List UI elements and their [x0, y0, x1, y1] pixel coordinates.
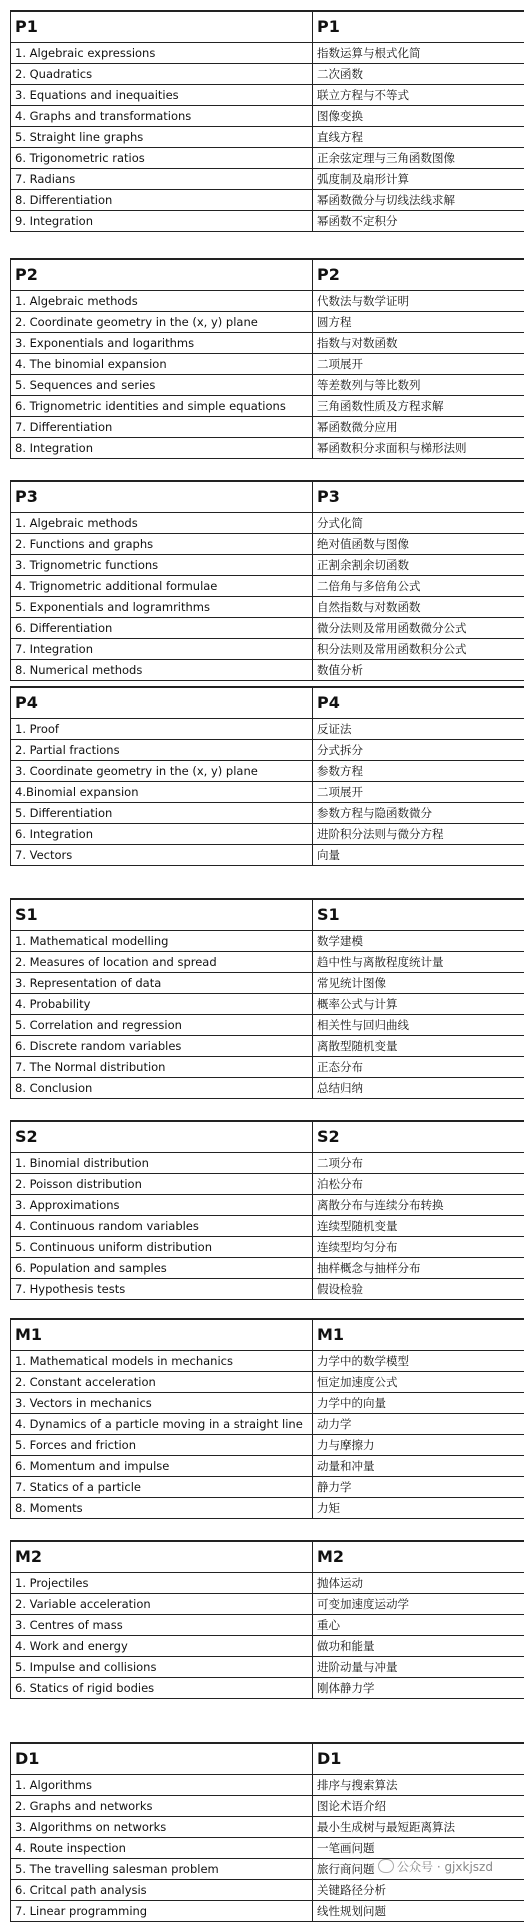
topic-chinese: 正余弦定理与三角函数图像	[313, 148, 524, 169]
topic-chinese: 圆方程	[313, 312, 524, 333]
topic-chinese: 进阶积分法则与微分方程	[313, 824, 524, 845]
topic-english: 7. The Normal distribution	[11, 1057, 313, 1078]
module-header-row	[11, 899, 524, 931]
module-code: M2	[11, 1541, 313, 1573]
topic-english: 6. Momentum and impulse	[11, 1456, 313, 1477]
table-row	[11, 952, 524, 973]
topic-chinese: 做功和能量	[313, 1636, 524, 1657]
module-m2	[10, 1540, 524, 1699]
module-header-row	[11, 481, 524, 513]
table-row	[11, 555, 524, 576]
topic-english: 2. Measures of location and spread	[11, 952, 313, 973]
topic-english: 2. Quadratics	[11, 64, 313, 85]
topic-english: 6. Discrete random variables	[11, 1036, 313, 1057]
topic-chinese: 排序与搜索算法	[313, 1775, 524, 1796]
topic-english: 8. Moments	[11, 1498, 313, 1519]
topic-chinese: 三角函数性质及方程求解	[313, 396, 524, 417]
topic-chinese: 直线方程	[313, 127, 524, 148]
topic-chinese: 力学中的数学模型	[313, 1351, 524, 1372]
table-row	[11, 1279, 524, 1300]
table-row	[11, 639, 524, 660]
topic-english: 5. Continuous uniform distribution	[11, 1237, 313, 1258]
topic-chinese: 连续型均匀分布	[313, 1237, 524, 1258]
topic-english: 8. Numerical methods	[11, 660, 313, 681]
module-s1	[10, 898, 524, 1099]
table-row	[11, 64, 524, 85]
table-row	[11, 1435, 524, 1456]
topic-chinese: 一笔画问题	[313, 1838, 524, 1859]
topic-english: 6. Trignometric identities and simple equations	[11, 396, 313, 417]
topic-english: 7. Vectors	[11, 845, 313, 866]
table-row	[11, 513, 524, 534]
topic-english: 4. Trignometric additional formulae	[11, 576, 313, 597]
topic-chinese: 力与摩擦力	[313, 1435, 524, 1456]
module-table	[10, 686, 524, 866]
topic-chinese: 反证法	[313, 719, 524, 740]
topic-english: 8. Conclusion	[11, 1078, 313, 1099]
topic-chinese: 图像变换	[313, 106, 524, 127]
topic-english: 2. Functions and graphs	[11, 534, 313, 555]
topic-chinese: 抽样概念与抽样分布	[313, 1258, 524, 1279]
topic-chinese: 联立方程与不等式	[313, 85, 524, 106]
wechat-icon	[378, 1859, 394, 1873]
topic-english: 3. Algorithms on networks	[11, 1817, 313, 1838]
topic-chinese: 总结归纳	[313, 1078, 524, 1099]
module-code-cn: P3	[313, 481, 524, 513]
table-row	[11, 803, 524, 824]
table-row	[11, 1498, 524, 1519]
topic-chinese: 数学建模	[313, 931, 524, 952]
table-row	[11, 312, 524, 333]
module-code: P3	[11, 481, 313, 513]
module-header-row	[11, 259, 524, 291]
table-row	[11, 148, 524, 169]
topic-english: 5. Correlation and regression	[11, 1015, 313, 1036]
topic-chinese: 正割余割余切函数	[313, 555, 524, 576]
module-table	[10, 1120, 524, 1300]
table-row	[11, 1678, 524, 1699]
topic-chinese: 旅行商问题	[313, 1859, 524, 1880]
topic-chinese: 重心	[313, 1615, 524, 1636]
topic-chinese: 可变加速度运动学	[313, 1594, 524, 1615]
module-p2	[10, 258, 524, 459]
topic-english: 8. Integration	[11, 438, 313, 459]
module-code-cn: P4	[313, 687, 524, 719]
topic-chinese: 二项展开	[313, 354, 524, 375]
topic-english: 3. Vectors in mechanics	[11, 1393, 313, 1414]
module-code-cn: S1	[313, 899, 524, 931]
topic-english: 4. Dynamics of a particle moving in a straight line	[11, 1414, 313, 1435]
watermark	[378, 1858, 493, 1875]
topic-english: 2. Poisson distribution	[11, 1174, 313, 1195]
table-row	[11, 85, 524, 106]
topic-chinese: 恒定加速度公式	[313, 1372, 524, 1393]
topic-english: 6. Statics of rigid bodies	[11, 1678, 313, 1699]
topic-english: 5. Exponentials and logramrithms	[11, 597, 313, 618]
module-code: D1	[11, 1743, 313, 1775]
topic-english: 7. Statics of a particle	[11, 1477, 313, 1498]
topic-chinese: 相关性与回归曲线	[313, 1015, 524, 1036]
table-row	[11, 1174, 524, 1195]
module-code: P1	[11, 11, 313, 43]
topic-chinese: 动力学	[313, 1414, 524, 1435]
module-code: P4	[11, 687, 313, 719]
topic-chinese: 进阶动量与冲量	[313, 1657, 524, 1678]
table-row	[11, 1880, 524, 1901]
topic-chinese: 幂函数不定积分	[313, 211, 524, 232]
topic-english: 3. Trignometric functions	[11, 555, 313, 576]
table-row	[11, 782, 524, 803]
table-row	[11, 1657, 524, 1678]
topic-english: 5. Sequences and series	[11, 375, 313, 396]
table-row	[11, 1477, 524, 1498]
table-row	[11, 1216, 524, 1237]
table-row	[11, 1036, 524, 1057]
topic-english: 9. Integration	[11, 211, 313, 232]
topic-chinese: 概率公式与计算	[313, 994, 524, 1015]
topic-english: 2. Coordinate geometry in the (x, y) plane	[11, 312, 313, 333]
module-code: P2	[11, 259, 313, 291]
topic-chinese: 二项分布	[313, 1153, 524, 1174]
table-row	[11, 1456, 524, 1477]
module-code-cn: S2	[313, 1121, 524, 1153]
table-row	[11, 1153, 524, 1174]
topic-english: 1. Mathematical modelling	[11, 931, 313, 952]
topic-english: 7. Hypothesis tests	[11, 1279, 313, 1300]
topic-english: 2. Variable acceleration	[11, 1594, 313, 1615]
module-code-cn: P1	[313, 11, 524, 43]
topic-chinese: 微分法则及常用函数微分公式	[313, 618, 524, 639]
topic-english: 3. Centres of mass	[11, 1615, 313, 1636]
topic-english: 3. Exponentials and logarithms	[11, 333, 313, 354]
topic-english: 5. Forces and friction	[11, 1435, 313, 1456]
module-code-cn: D1	[313, 1743, 524, 1775]
table-row	[11, 1901, 524, 1922]
module-p4	[10, 686, 524, 866]
topic-english: 5. Impulse and collisions	[11, 1657, 313, 1678]
topic-chinese: 向量	[313, 845, 524, 866]
table-row	[11, 1636, 524, 1657]
table-row	[11, 618, 524, 639]
table-row	[11, 994, 524, 1015]
topic-chinese: 关键路径分析	[313, 1880, 524, 1901]
table-row	[11, 169, 524, 190]
table-row	[11, 824, 524, 845]
topic-chinese: 最小生成树与最短距离算法	[313, 1817, 524, 1838]
topic-english: 4. Graphs and transformations	[11, 106, 313, 127]
topic-english: 2. Constant acceleration	[11, 1372, 313, 1393]
module-table	[10, 1318, 524, 1519]
topic-chinese: 代数法与数学证明	[313, 291, 524, 312]
topic-chinese: 指数与对数函数	[313, 333, 524, 354]
topic-english: 6. Trigonometric ratios	[11, 148, 313, 169]
module-code-cn: M2	[313, 1541, 524, 1573]
module-code-cn: M1	[313, 1319, 524, 1351]
module-header-row	[11, 11, 524, 43]
module-table	[10, 1540, 524, 1699]
topic-chinese: 假设检验	[313, 1279, 524, 1300]
module-header-row	[11, 1541, 524, 1573]
topic-english: 5. Differentiation	[11, 803, 313, 824]
table-row	[11, 1015, 524, 1036]
table-row	[11, 1057, 524, 1078]
table-row	[11, 597, 524, 618]
table-row	[11, 1573, 524, 1594]
table-row	[11, 1237, 524, 1258]
topic-chinese: 分式拆分	[313, 740, 524, 761]
topic-english: 1. Binomial distribution	[11, 1153, 313, 1174]
module-d1	[10, 1742, 524, 1922]
topic-english: 7. Integration	[11, 639, 313, 660]
table-row	[11, 973, 524, 994]
table-row	[11, 1414, 524, 1435]
topic-english: 7. Radians	[11, 169, 313, 190]
topic-english: 4. Route inspection	[11, 1838, 313, 1859]
topic-chinese: 刚体静力学	[313, 1678, 524, 1699]
topic-chinese: 参数方程	[313, 761, 524, 782]
topic-chinese: 等差数列与等比数列	[313, 375, 524, 396]
topic-chinese: 分式化简	[313, 513, 524, 534]
topic-english: 1. Projectiles	[11, 1573, 313, 1594]
module-header-row	[11, 1743, 524, 1775]
topic-chinese: 二次函数	[313, 64, 524, 85]
table-row	[11, 1258, 524, 1279]
topic-english: 4.Binomial expansion	[11, 782, 313, 803]
topic-english: 7. Linear programming	[11, 1901, 313, 1922]
topic-chinese: 趋中性与离散程度统计量	[313, 952, 524, 973]
topic-chinese: 静力学	[313, 1477, 524, 1498]
table-row	[11, 1195, 524, 1216]
table-row	[11, 1594, 524, 1615]
topic-english: 6. Integration	[11, 824, 313, 845]
topic-chinese: 绝对值函数与图像	[313, 534, 524, 555]
topic-english: 6. Population and samples	[11, 1258, 313, 1279]
topic-english: 3. Approximations	[11, 1195, 313, 1216]
module-code: M1	[11, 1319, 313, 1351]
table-row	[11, 1078, 524, 1099]
table-row	[11, 354, 524, 375]
table-row	[11, 375, 524, 396]
topic-english: 1. Proof	[11, 719, 313, 740]
table-row	[11, 660, 524, 681]
table-row	[11, 396, 524, 417]
table-row	[11, 1372, 524, 1393]
table-row	[11, 719, 524, 740]
topic-english: 3. Coordinate geometry in the (x, y) plane	[11, 761, 313, 782]
topic-english: 1. Algebraic methods	[11, 291, 313, 312]
module-table	[10, 10, 524, 232]
module-p1	[10, 10, 524, 232]
table-row	[11, 291, 524, 312]
topic-chinese: 积分法则及常用函数积分公式	[313, 639, 524, 660]
topic-english: 6. Differentiation	[11, 618, 313, 639]
table-row	[11, 211, 524, 232]
table-row	[11, 333, 524, 354]
topic-english: 3. Equations and inequaities	[11, 85, 313, 106]
topic-chinese: 连续型随机变量	[313, 1216, 524, 1237]
topic-english: 5. The travelling salesman problem	[11, 1859, 313, 1880]
topic-chinese: 幂函数积分求面积与梯形法则	[313, 438, 524, 459]
module-header-row	[11, 687, 524, 719]
module-m1	[10, 1318, 524, 1519]
module-p3	[10, 480, 524, 681]
topic-english: 1. Algebraic expressions	[11, 43, 313, 64]
topic-chinese: 数值分析	[313, 660, 524, 681]
topic-chinese: 动量和冲量	[313, 1456, 524, 1477]
topic-english: 2. Graphs and networks	[11, 1796, 313, 1817]
topic-chinese: 线性规划问题	[313, 1901, 524, 1922]
topic-chinese: 抛体运动	[313, 1573, 524, 1594]
topic-english: 4. Work and energy	[11, 1636, 313, 1657]
topic-english: 5. Straight line graphs	[11, 127, 313, 148]
topic-english: 4. Continuous random variables	[11, 1216, 313, 1237]
topic-chinese: 二倍角与多倍角公式	[313, 576, 524, 597]
topic-english: 1. Algebraic methods	[11, 513, 313, 534]
topic-chinese: 图论术语介绍	[313, 1796, 524, 1817]
topic-chinese: 常见统计图像	[313, 973, 524, 994]
table-row	[11, 438, 524, 459]
table-row	[11, 931, 524, 952]
topic-english: 1. Algorithms	[11, 1775, 313, 1796]
topic-english: 8. Differentiation	[11, 190, 313, 211]
table-row	[11, 534, 524, 555]
topic-chinese: 力学中的向量	[313, 1393, 524, 1414]
table-row	[11, 43, 524, 64]
topic-chinese: 幂函数微分应用	[313, 417, 524, 438]
topic-chinese: 离散型随机变量	[313, 1036, 524, 1057]
module-code: S2	[11, 1121, 313, 1153]
module-table	[10, 898, 524, 1099]
watermark-text: 公众号 · gjxkjszd	[397, 1860, 493, 1874]
topic-english: 1. Mathematical models in mechanics	[11, 1351, 313, 1372]
table-row	[11, 761, 524, 782]
table-row	[11, 417, 524, 438]
module-table	[10, 1742, 524, 1922]
table-row	[11, 1615, 524, 1636]
topic-english: 4. The binomial expansion	[11, 354, 313, 375]
topic-chinese: 二项展开	[313, 782, 524, 803]
topic-english: 7. Differentiation	[11, 417, 313, 438]
table-row	[11, 1838, 524, 1859]
topic-chinese: 幂函数微分与切线法线求解	[313, 190, 524, 211]
module-table	[10, 258, 524, 459]
module-code-cn: P2	[313, 259, 524, 291]
topic-chinese: 指数运算与根式化简	[313, 43, 524, 64]
topic-english: 6. Critcal path analysis	[11, 1880, 313, 1901]
module-header-row	[11, 1121, 524, 1153]
topic-english: 2. Partial fractions	[11, 740, 313, 761]
topic-chinese: 正态分布	[313, 1057, 524, 1078]
table-row	[11, 1775, 524, 1796]
topic-english: 3. Representation of data	[11, 973, 313, 994]
table-row	[11, 845, 524, 866]
table-row	[11, 127, 524, 148]
topic-chinese: 弧度制及扇形计算	[313, 169, 524, 190]
module-code: S1	[11, 899, 313, 931]
table-row	[11, 190, 524, 211]
module-s2	[10, 1120, 524, 1300]
table-row	[11, 1351, 524, 1372]
table-row	[11, 576, 524, 597]
topic-chinese: 泊松分布	[313, 1174, 524, 1195]
topic-english: 4. Probability	[11, 994, 313, 1015]
topic-chinese: 自然指数与对数函数	[313, 597, 524, 618]
topic-chinese: 参数方程与隐函数微分	[313, 803, 524, 824]
table-row	[11, 106, 524, 127]
table-row	[11, 1393, 524, 1414]
table-row	[11, 740, 524, 761]
module-table	[10, 480, 524, 681]
topic-chinese: 离散分布与连续分布转换	[313, 1195, 524, 1216]
module-header-row	[11, 1319, 524, 1351]
table-row	[11, 1817, 524, 1838]
topic-chinese: 力矩	[313, 1498, 524, 1519]
table-row	[11, 1796, 524, 1817]
